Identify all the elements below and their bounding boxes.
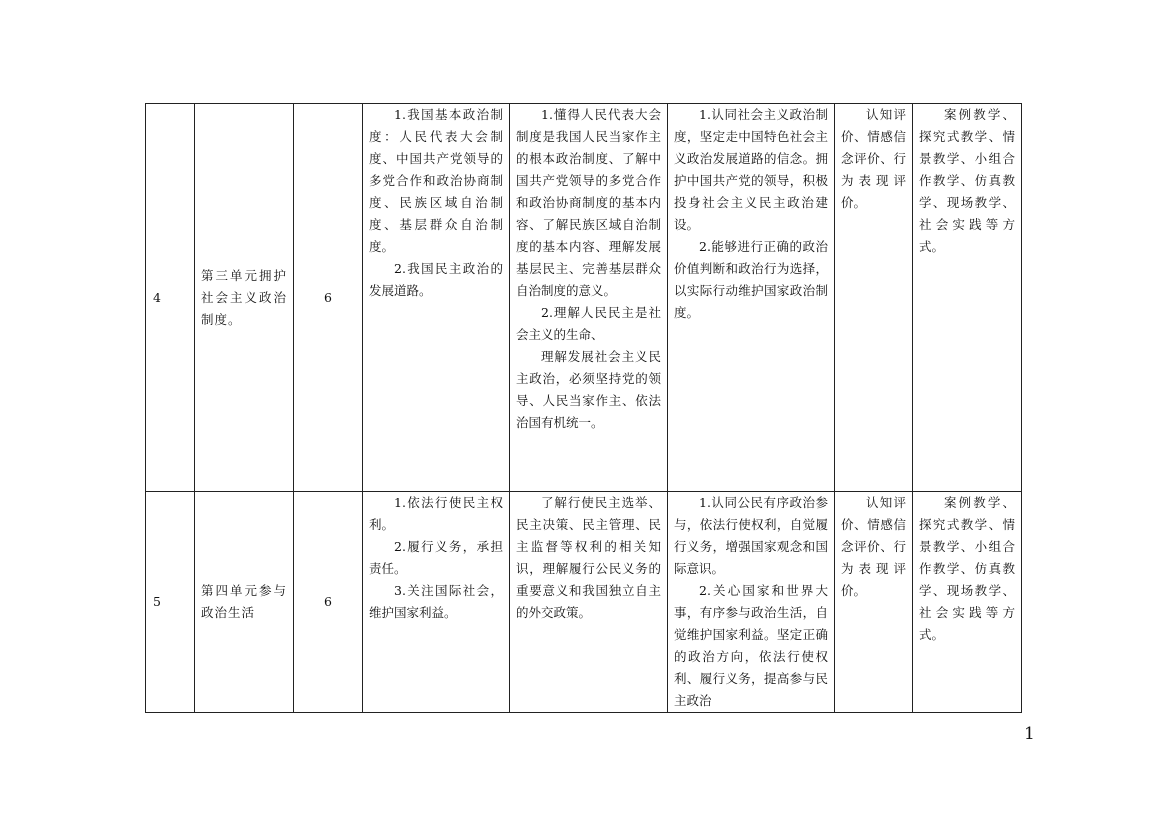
knowledge-paragraph: 了解行使民主选举、民主决策、民主管理、民主监督等权利的相关知识，理解履行公民义务的重要意义和我国独立自主的外交政策。 — [516, 495, 661, 620]
attitude-objectives — [668, 104, 835, 492]
content-paragraph: 2.履行义务，承担责任。 — [369, 539, 503, 576]
unit-name: 第四单元参与政治生活 — [195, 492, 294, 713]
knowledge-paragraph: 2.理解人民民主是社会主义的生命、 — [516, 305, 661, 342]
row-index: 4 — [146, 104, 195, 492]
evaluation-text: 认知评价、情感信念评价、行为表现评价。 — [841, 495, 906, 598]
content-paragraph: 1.依法行使民主权利。 — [369, 495, 503, 532]
teaching-method — [913, 492, 1022, 713]
content-paragraph: 3.关注国际社会，维护国家利益。 — [369, 583, 503, 620]
evaluation-method — [835, 492, 913, 713]
teaching-content — [363, 492, 510, 713]
method-text: 案例教学、探究式教学、情景教学、小组合作教学、仿真教学、现场教学、社会实践等方式。 — [919, 107, 1015, 254]
knowledge-objectives — [510, 104, 668, 492]
teaching-method — [913, 104, 1022, 492]
unit-name: 第三单元拥护社会主义政治制度。 — [195, 104, 294, 492]
content-paragraph: 2.我国民主政治的发展道路。 — [369, 261, 503, 298]
attitude-paragraph: 1.认同公民有序政治参与，依法行使权利，自觉履行义务，增强国家观念和国际意识。 — [674, 495, 828, 576]
class-hours: 6 — [294, 492, 363, 713]
page-number: 1 — [1024, 724, 1035, 744]
evaluation-method — [835, 104, 913, 492]
row-index: 5 — [146, 492, 195, 713]
teaching-content — [363, 104, 510, 492]
table-row — [146, 492, 1022, 713]
class-hours: 6 — [294, 104, 363, 492]
attitude-paragraph: 1.认同社会主义政治制度，坚定走中国特色社会主义政治发展道路的信念。拥护中国共产党的领导，积极投身社会主义民主政治建设。 — [674, 107, 828, 232]
knowledge-objectives — [510, 492, 668, 713]
curriculum-table — [145, 103, 1022, 713]
attitude-paragraph: 2.关心国家和世界大事，有序参与政治生活，自觉维护国家利益。坚定正确的政治方向，依法行使权利、履行义务，提高参与民主政治 — [674, 583, 828, 708]
knowledge-paragraph: 理解发展社会主义民主政治，必须坚持党的领导、人民当家作主、依法治国有机统一。 — [516, 349, 661, 430]
attitude-objectives — [668, 492, 835, 713]
method-text: 案例教学、探究式教学、情景教学、小组合作教学、仿真教学、现场教学、社会实践等方式。 — [919, 495, 1015, 642]
attitude-paragraph: 2.能够进行正确的政治价值判断和政治行为选择，以实际行动维护国家政治制度。 — [674, 239, 828, 320]
content-paragraph: 1.我国基本政治制度：人民代表大会制度、中国共产党领导的多党合作和政治协商制度、民族区域自治制度、基层群众自治制度。 — [369, 107, 503, 254]
table-row — [146, 104, 1022, 492]
knowledge-paragraph: 1.懂得人民代表大会制度是我国人民当家作主的根本政治制度、了解中国共产党领导的多党合作和政治协商制度的基本内容、了解民族区域自治制度的基本内容、理解发展基层民主、完善基层群众自治制度的意义。 — [516, 107, 661, 298]
evaluation-text: 认知评价、情感信念评价、行为表现评价。 — [841, 107, 906, 210]
